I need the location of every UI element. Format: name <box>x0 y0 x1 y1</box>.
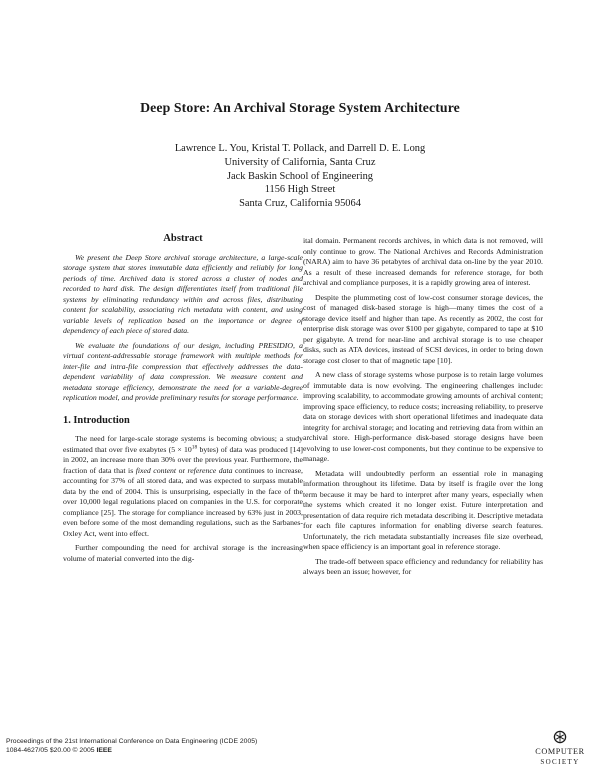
body-paragraph: ital domain. Permanent records archives, in which data is not removed, will only continue to grow. The National Archives and Records Administration (NARA) aim to have 36 petabytes of archival data on-line by the year 2010. As a result of these increased demands for reference storage, for both archival and compliance purposes, it is a rapidly growing area of interest. <box>303 236 543 287</box>
page-footer <box>6 737 257 755</box>
body-paragraph: A new class of storage systems whose purpose is to retain large volumes of immutable data is now evolving. The engineering challenges include: improving scalability, to accommodate growing amounts of archival content; improving space efficiency, to reduce costs; increasing reliability, to preserve data on storage devices with short operational lifetimes and inadequate data integrity for archival storage; and locating and retrieving data from within an archival store. High-performance disk-based storage designs have been evolving to use lower-cost components, but they continue to be expensive to manage. <box>303 370 543 463</box>
logo-text-society: SOCIETY <box>540 758 580 766</box>
logo-text-computer: COMPUTER <box>535 747 585 756</box>
author-affiliation: University of California, Santa Cruz <box>224 156 376 168</box>
abstract-paragraph: We present the Deep Store archival storage architecture, a large-scale storage system that stores immutable data efficiently and reliably for long periods of time. Archived data is stored across a cluster of nodes and recorded to hard disk. The design differentiates itself from traditional file systems by eliminating redundancy within and across files, distributing content for scalability, associating rich metadata with content, and using variable levels of replication based on the importance or degree of dependency of each piece of stored data. <box>63 252 303 335</box>
computer-society-logo <box>527 730 593 774</box>
footer-copyright: 1084-4627/05 $20.00 © 2005 IEEE <box>6 747 112 754</box>
abstract-heading: Abstract <box>163 233 203 244</box>
section-heading-introduction: 1. Introduction <box>63 414 130 426</box>
footer-proceedings: Proceedings of the 21st International Conference on Data Engineering (ICDE 2005) <box>6 738 258 745</box>
author-block <box>0 142 600 211</box>
author-school: Jack Baskin School of Engineering <box>226 170 374 182</box>
author-city: Santa Cruz, California 95064 <box>239 198 361 210</box>
left-column <box>63 234 303 564</box>
computer-society-icon <box>553 730 567 744</box>
paper-title: Deep Store: An Archival Storage System Architecture <box>140 100 460 115</box>
author-names: Lawrence L. You, Kristal T. Pollack, and Darrell D. E. Long <box>174 143 426 154</box>
abstract-paragraph: We evaluate the foundations of our design, including PRESIDIO, a virtual content-addressable storage framework with multiple methods for inter-file and intra-file compression that effectively addresses the data-dependent variability of data compression. We measure content and metadata storage efficiency, demonstrate the need for a variable-degree replication model, and provide preliminary results for storage performance. <box>63 340 303 402</box>
body-paragraph: The need for large-scale storage systems is becoming obvious; a study estimated that over five exabytes ($5 \times 10^{18}$ bytes) of data was produced [14] in 2002, an increase more than 30% over the previous year. Furthermore, the fraction of data that is fixed content or reference data continues to increase, accounting for 37% of all stored data, and was expected to surpass mutable data by the end of 2004. This is unsurprising, especially in the face of the over 10,000 legal regulations placed on companies in the U.S. for corporate compliance [25]. The storage for compliance increased by 63% just in 2003, even before some of the most demanding regulations, such as the Sarbanes-Oxley Act, went into effect. <box>63 434 303 538</box>
author-street: 1156 High Street <box>264 184 336 196</box>
body-paragraph: The trade-off between space efficiency and redundancy for reliability has always been an issue; however, for <box>303 556 543 576</box>
right-column <box>303 236 543 578</box>
body-paragraph: Metadata will undoubtedly perform an essential role in managing information throughout its lifetime. Data by itself is fragile over the long term because it may be hard to interpret after many years, especially when the systems which created it no longer exist. Future interpretation and presentation of data require rich metadata describing it. Descriptive metadata for each file captures information for enabling diverse search features. Unfortunately, the rich metadata substantially increases file size overhead, when space efficiency is an important goal in reference storage. <box>303 468 543 551</box>
body-paragraph: Despite the plummeting cost of low-cost consumer storage devices, the cost of managed disk-based storage is high—many times the cost of a storage device itself and higher than tape. As recently as 2002, the cost for enterprise disk storage was over $100 per gigabyte, compared to tape at $10 per gigabyte. A trend for near-line and archival storage is to use cheaper disks, such as ATA devices, instead of SCSI devices, in order to bring down storage cost closer to that of magnetic tape [10]. <box>303 292 543 365</box>
body-paragraph: Further compounding the need for archival storage is the increasing volume of material converted into the dig- <box>63 543 303 563</box>
